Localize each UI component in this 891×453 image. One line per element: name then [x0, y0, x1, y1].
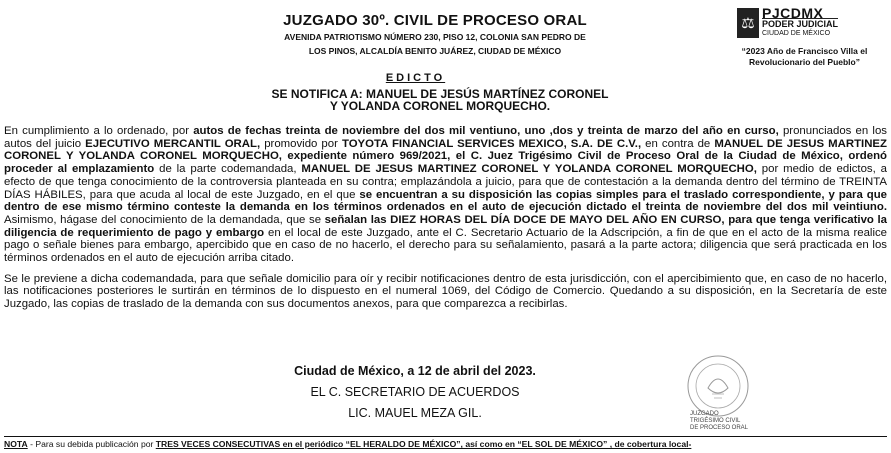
logo-line-1: PODER JUDICIAL — [762, 19, 839, 29]
seal-text: JUZGADO TRIGÉSIMO CIVIL DE PROCESO ORAL — [690, 411, 749, 431]
paragraph-1-segment: de la parte codemandada, — [154, 163, 302, 176]
signer-role: EL C. SECRETARIO DE ACUERDOS — [310, 385, 520, 399]
signer-name: LIC. MAUEL MEZA GIL. — [348, 406, 482, 420]
signature-block — [200, 364, 630, 427]
nota-label: NOTA — [4, 439, 28, 449]
paragraph-1-segment: En cumplimiento a lo ordenado, por — [4, 125, 194, 137]
edict-body — [4, 125, 887, 319]
paragraph-1-segment: promovido por — [260, 137, 342, 150]
paragraph-1-segment: EJECUTIVO MERCANTIL ORAL, — [85, 137, 261, 150]
coat-of-arms-icon: ⚖ — [737, 8, 759, 38]
paragraph-1-segment: TOYOTA FINANCIAL SERVICES MEXICO, S.A. DE C.V., — [341, 137, 642, 150]
paragraph-2: Se le previene a dicha codemandada, para que señale domicilio para oír y recibir notificaciones dentro de esta jurisdicción, con el apercibimiento que, en caso de no hacerlo, las notificaciones posteriores le surtirán en términos de lo dispuesto en el numeral 1069, del Código de Comercio. Quedando a su disposición, en la Secretaría de este Juzgado, las copias de traslado de la demanda con sus documentos anexos, para que comparezca a recibirlas. — [4, 272, 887, 311]
notify-line-2: Y YOLANDA CORONEL MORQUECHO. — [329, 99, 551, 113]
court-address-line-1: AVENIDA PATRIOTISMO NÚMERO 230, PISO 12, COLONIA SAN PEDRO DE — [284, 32, 586, 42]
paragraph-1-segment: autos de fechas treinta de noviembre del dos mil ventiuno, uno ,dos y treinta de marzo del año en curso, — [193, 125, 779, 137]
paragraph-1-segment: en el local de este Juzgado, ante el C. Secretario Actuario de la Adscripción, a fin de que en el acto de la misma realice pago o señale bienes para embargo, apercibido que en caso de no hacerlo, el derecho para su señalamiento, pasará a la parte actora; diligencia que será practicada en los términos ordenados en el auto de ejecución arriba citado. — [4, 226, 888, 265]
paragraph-1 — [4, 125, 887, 265]
nota-text-2: TRES VECES CONSECUTIVAS en el periódico “EL HERALDO DE MÉXICO”, así como en “EL SOL DE MÉXICO” , de cobertura local- — [155, 439, 692, 449]
notify-heading — [230, 88, 650, 112]
logo-brand: PJCDMX — [762, 8, 838, 19]
document-title: EDICTO — [385, 72, 446, 84]
court-header — [240, 12, 630, 57]
paragraph-1-segment: por medio de edictos, a efecto de que tenga conocimiento de la controversia planteada en su contra; emplazándola a juicio, para que de contestación a la demanda dentro del término de TREINTA DÍAS HÁBILES, para que acuda al local de este Juzgado, en el que — [4, 163, 887, 201]
court-name: JUZGADO 30º. CIVIL DE PROCESO ORAL — [283, 12, 587, 29]
paragraph-1-segment: pronunciados en los autos del juicio — [4, 125, 887, 150]
paragraph-1-segment: señalan las DIEZ HORAS DEL DÍA DOCE DE MAYO DEL AÑO EN CURSO, para que tenga verificativo la diligencia de requerimiento de pago y embargo — [4, 213, 887, 239]
paragraph-1-segment: Asimismo, hágase del conocimiento de la demandada, que se — [4, 213, 325, 226]
paragraph-1-segment: en contra de — [641, 137, 715, 150]
paragraph-1-segment: MANUEL DE JESUS MARTINEZ CORONEL Y YOLANDA CORONEL MORQUECHO, — [301, 163, 757, 176]
notify-line-1: SE NOTIFICA A: MANUEL DE JESÚS MARTÍNEZ CORONEL — [271, 87, 609, 101]
publication-note — [4, 436, 887, 449]
court-address-line-2: LOS PINOS, ALCALDÍA BENITO JUÁREZ, CIUDAD DE MÉXICO — [308, 46, 562, 56]
year-motto: “2023 Año de Francisco Villa el Revolucionario del Pueblo” — [741, 46, 868, 67]
paragraph-1-segment: MANUEL DE JESUS MARTINEZ CORONEL Y YOLANDA CORONEL MORQUECHO, expediente número 969/2021, el C. Juez Trigésimo Civil de Proceso Oral de la Ciudad de México, ordenó proceder al emplazamiento — [4, 137, 887, 176]
city-date: Ciudad de México, a 12 de abril del 2023. — [294, 364, 536, 378]
paragraph-1-segment: se encuentran a su disposición las copias simples para el traslado correspondiente, y para que dentro de ese mismo término conteste la demanda en los términos ordenados en el auto de ejecución dictado el treinta de noviembre del dos mil veintiuno. — [4, 188, 888, 214]
logo-line-2: CIUDAD DE MÉXICO — [762, 30, 831, 37]
nota-text-1: - Para su debida publicación por — [27, 439, 156, 449]
pjcdmx-logo — [737, 5, 857, 39]
